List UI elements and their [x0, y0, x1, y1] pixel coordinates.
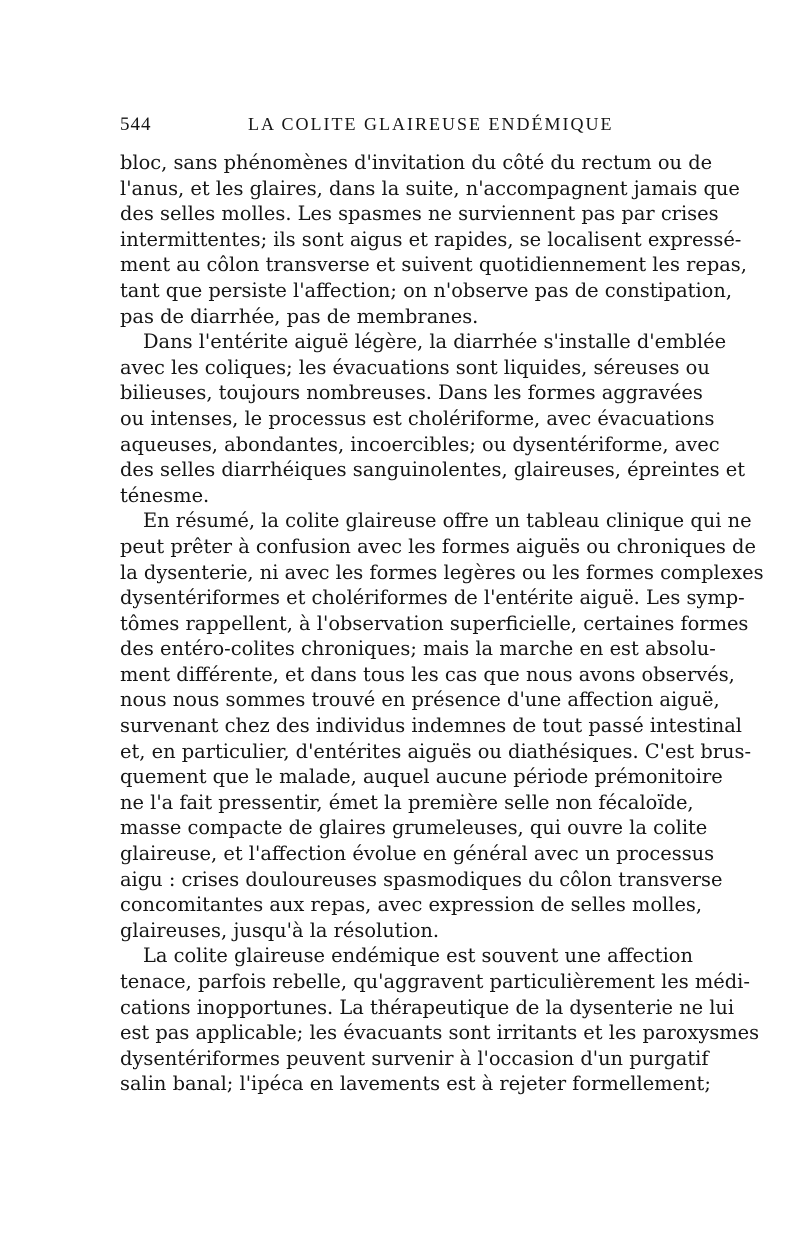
- text-line: bloc, sans phénomènes d'invitation du côté du rectum ou de: [120, 151, 713, 174]
- text-line: l'anus, et les glaires, dans la suite, n'accompagnent jamais que: [120, 176, 740, 200]
- text-line: bilieuses, toujours nombreuses. Dans les formes aggravées: [120, 381, 703, 405]
- text-line: aigu : crises douloureuses spasmodiques du côlon transverse: [120, 867, 723, 891]
- text-line: intermittentes; ils sont aigus et rapides, se localisent expressé-: [120, 227, 742, 251]
- text-line: aqueuses, abondantes, incoercibles; ou dysentériforme, avec: [120, 432, 720, 456]
- text-line: ment au côlon transverse et suivent quotidiennement les repas,: [120, 253, 747, 277]
- text-line: des selles molles. Les spasmes ne surviennent pas par crises: [120, 202, 719, 226]
- text-line: glaireuse, et l'affection évolue en général avec un processus: [120, 842, 715, 866]
- paragraph-first-line: La colite glaireuse endémique est souvent une affection: [143, 944, 693, 968]
- text-line: et, en particulier, d'entérites aiguës ou diathésiques. C'est brus-: [120, 739, 752, 763]
- text-line: nous nous sommes trouvé en présence d'une affection aiguë,: [120, 688, 720, 712]
- text-line: quement que le malade, auquel aucune période prémonitoire: [120, 765, 723, 789]
- text-line: dysentériformes peuvent survenir à l'occasion d'un purgatif: [120, 1046, 709, 1070]
- text-line: ment différente, et dans tous les cas que nous avons observés,: [120, 662, 735, 686]
- running-title: LA COLITE GLAIREUSE ENDÉMIQUE: [248, 114, 614, 134]
- text-line: glaireuses, jusqu'à la résolution.: [120, 918, 440, 942]
- text-line: des selles diarrhéiques sanguinolentes, glaireuses, épreintes et: [120, 458, 746, 482]
- text-line: ou intenses, le processus est cholériforme, avec évacuations: [120, 406, 715, 430]
- text-line: tant que persiste l'affection; on n'observe pas de constipation,: [120, 278, 733, 302]
- paragraph-first-line: En résumé, la colite glaireuse offre un tableau clinique qui ne: [143, 509, 752, 533]
- text-line: concomitantes aux repas, avec expression de selles molles,: [120, 893, 703, 917]
- paragraph-first-line: Dans l'entérite aiguë légère, la diarrhée s'installe d'emblée: [143, 330, 727, 354]
- text-line: masse compacte de glaires grumeleuses, qui ouvre la colite: [120, 816, 708, 840]
- body-text: [120, 150, 764, 1097]
- text-line: des entéro-colites chroniques; mais la marche en est absolu-: [120, 637, 716, 661]
- text-line: dysentériformes et cholériformes de l'entérite aiguë. Les symp-: [120, 586, 745, 610]
- page-number: 544: [120, 114, 152, 135]
- text-line: ténesme.: [120, 483, 210, 507]
- text-line: tômes rappellent, à l'observation superficielle, certaines formes: [120, 611, 749, 635]
- text-line: est pas applicable; les évacuants sont irritants et les paroxysmes: [120, 1021, 760, 1045]
- text-line: salin banal; l'ipéca en lavements est à rejeter formellement;: [120, 1072, 711, 1096]
- text-line: survenant chez des individus indemnes de tout passé intestinal: [120, 714, 742, 738]
- text-line: tenace, parfois rebelle, qu'aggravent particulièrement les médi-: [120, 970, 750, 993]
- text-line: ne l'a fait pressentir, émet la première selle non fécaloïde,: [120, 790, 694, 814]
- text-line: la dysenterie, ni avec les formes legères ou les formes complexes: [120, 560, 764, 584]
- text-line: avec les coliques; les évacuations sont liquides, séreuses ou: [120, 355, 710, 379]
- text-line: peut prêter à confusion avec les formes aiguës ou chroniques de: [120, 534, 756, 558]
- text-line: pas de diarrhée, pas de membranes.: [120, 304, 479, 328]
- text-line: cations inopportunes. La thérapeutique de la dysenterie ne lui: [120, 995, 735, 1019]
- page-header: [120, 114, 680, 144]
